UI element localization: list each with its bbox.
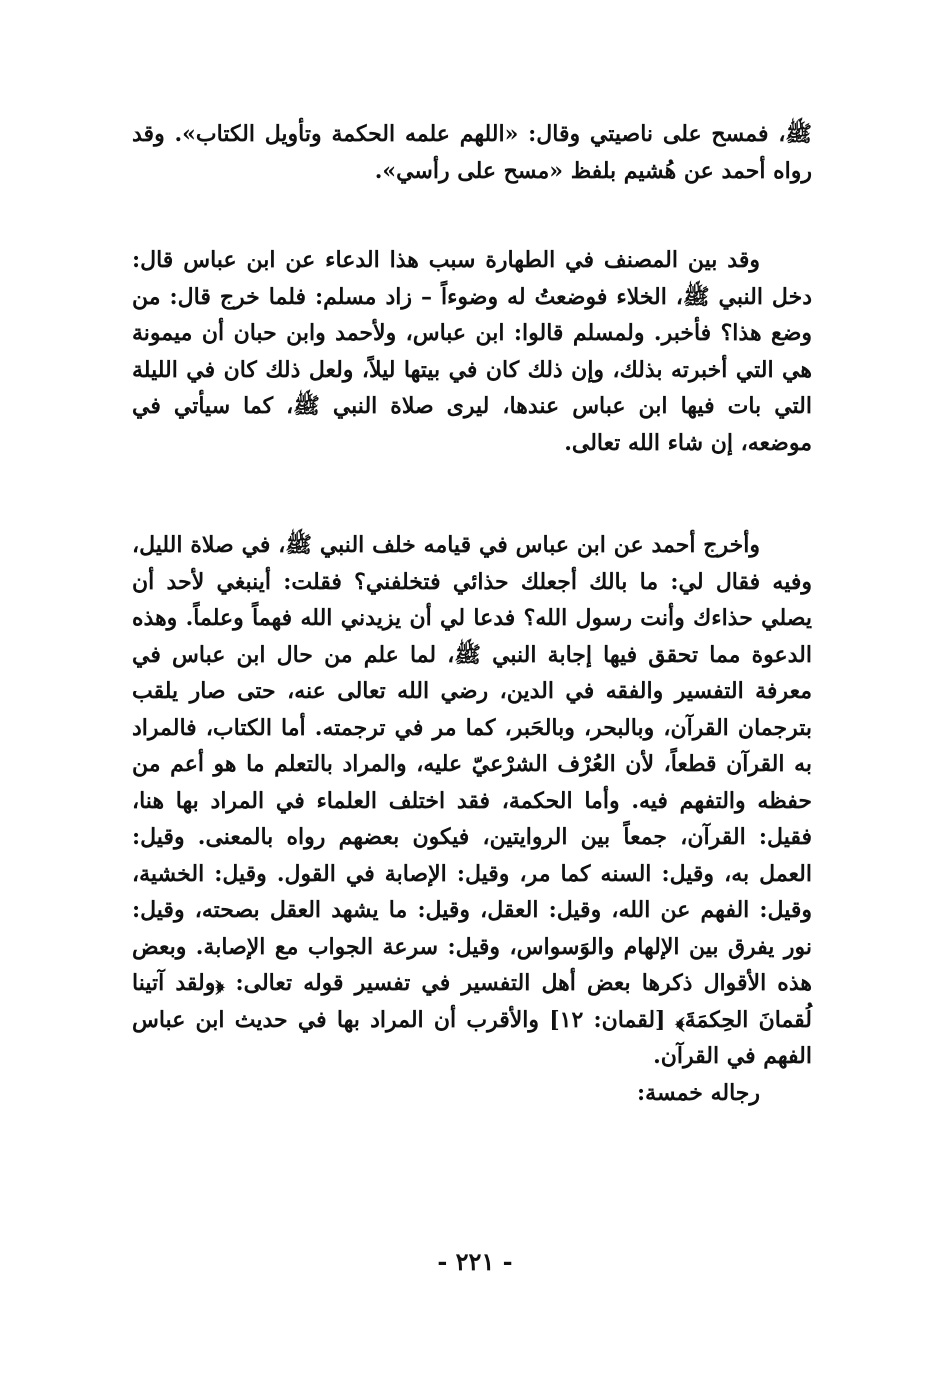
paragraph-1-text: ﷺ، فمسح على ناصيتي وقال: «اللهم علمه الحكمة وتأويل الكتاب». وقد رواه أحمد عن هُشيم بلفظ «مسح على رأسي».: [132, 121, 812, 184]
paragraph-3-body: وأخرج أحمد عن ابن عباس في قيامه خلف النبي ﷺ، في صلاة الليل، وفيه فقال لي: ما بالك أجعلك حذائي فتخلفني؟ فقلت: أينبغي لأحد أن يصلي حذاءك وأنت رسول الله؟ فدعا لي أن يزيدني الله فهماً وعلماً. وهذه الدعوة مما تحقق فيها إجابة النبي ﷺ، لما علم من حال ابن عباس في معرفة التفسير والفقه في الدين، رضي الله تعالى عنه، حتى صار يلقب بترجمان القرآن، وبالبحر، وبالحَبر، كما مر في ترجمته. أما الكتاب، فالمراد به القرآن قطعاً، لأن العُرْف الشرْعيّ عليه، والمراد بالتعلم ما هو أعم من حفظه والتفهم فيه. وأما الحكمة، فقد اختلف العلماء في المراد بها هنا، فقيل: القرآن، جمعاً بين الروايتين، فيكون بعضهم رواه بالمعنى. وقيل: العمل به، وقيل: السنه كما مر، وقيل: الإصابة في القول. وقيل: الخشية، وقيل: الفهم عن الله، وقيل: العقل، وقيل: ما يشهد العقل بصحته، وقيل: نور يفرق بين الإلهام والوَسواس، وقيل: سرعة الجواب مع الإصابة. وبعض هذه الأقوال ذكرها بعض أهل التفسير في تفسير قوله تعالى:: [132, 532, 812, 996]
paragraph-2-text: وقد بين المصنف في الطهارة سبب هذا الدعاء عن ابن عباس قال: دخل النبي ﷺ، الخلاء فوضعتُ له وضوءاً – زاد مسلم: فلما خرج قال: من وضع هذا؟ فأخبر. ولمسلم قالوا: ابن عباس، ولأحمد وابن حبان أن ميمونة هي التي أخبرته بذلك، وإن ذلك كان في بيتها ليلاً، ولعل ذلك كان في الليلة التي بات فيها ابن عباس عندها، ليرى صلاة النبي ﷺ، كما سيأتي في موضعه، إن شاء الله تعالى.: [132, 247, 812, 456]
page-number: - ٢٢١ -: [437, 1247, 513, 1276]
quran-quote: ﴿ولقد آتينا لُقمانَ الحِكمَةَ﴾: [132, 970, 813, 1033]
paragraph-2: [132, 242, 812, 461]
paragraph-1: [132, 116, 812, 189]
paragraph-3: [132, 527, 812, 1111]
narrators-heading: رجاله خمسة:: [637, 1079, 760, 1106]
paragraph-3-tail: [لقمان: ١٢] والأقرب أن المراد بها في حديث ابن عباس الفهم في القرآن.: [132, 1006, 812, 1069]
paragraph-3-text: [132, 527, 812, 1075]
